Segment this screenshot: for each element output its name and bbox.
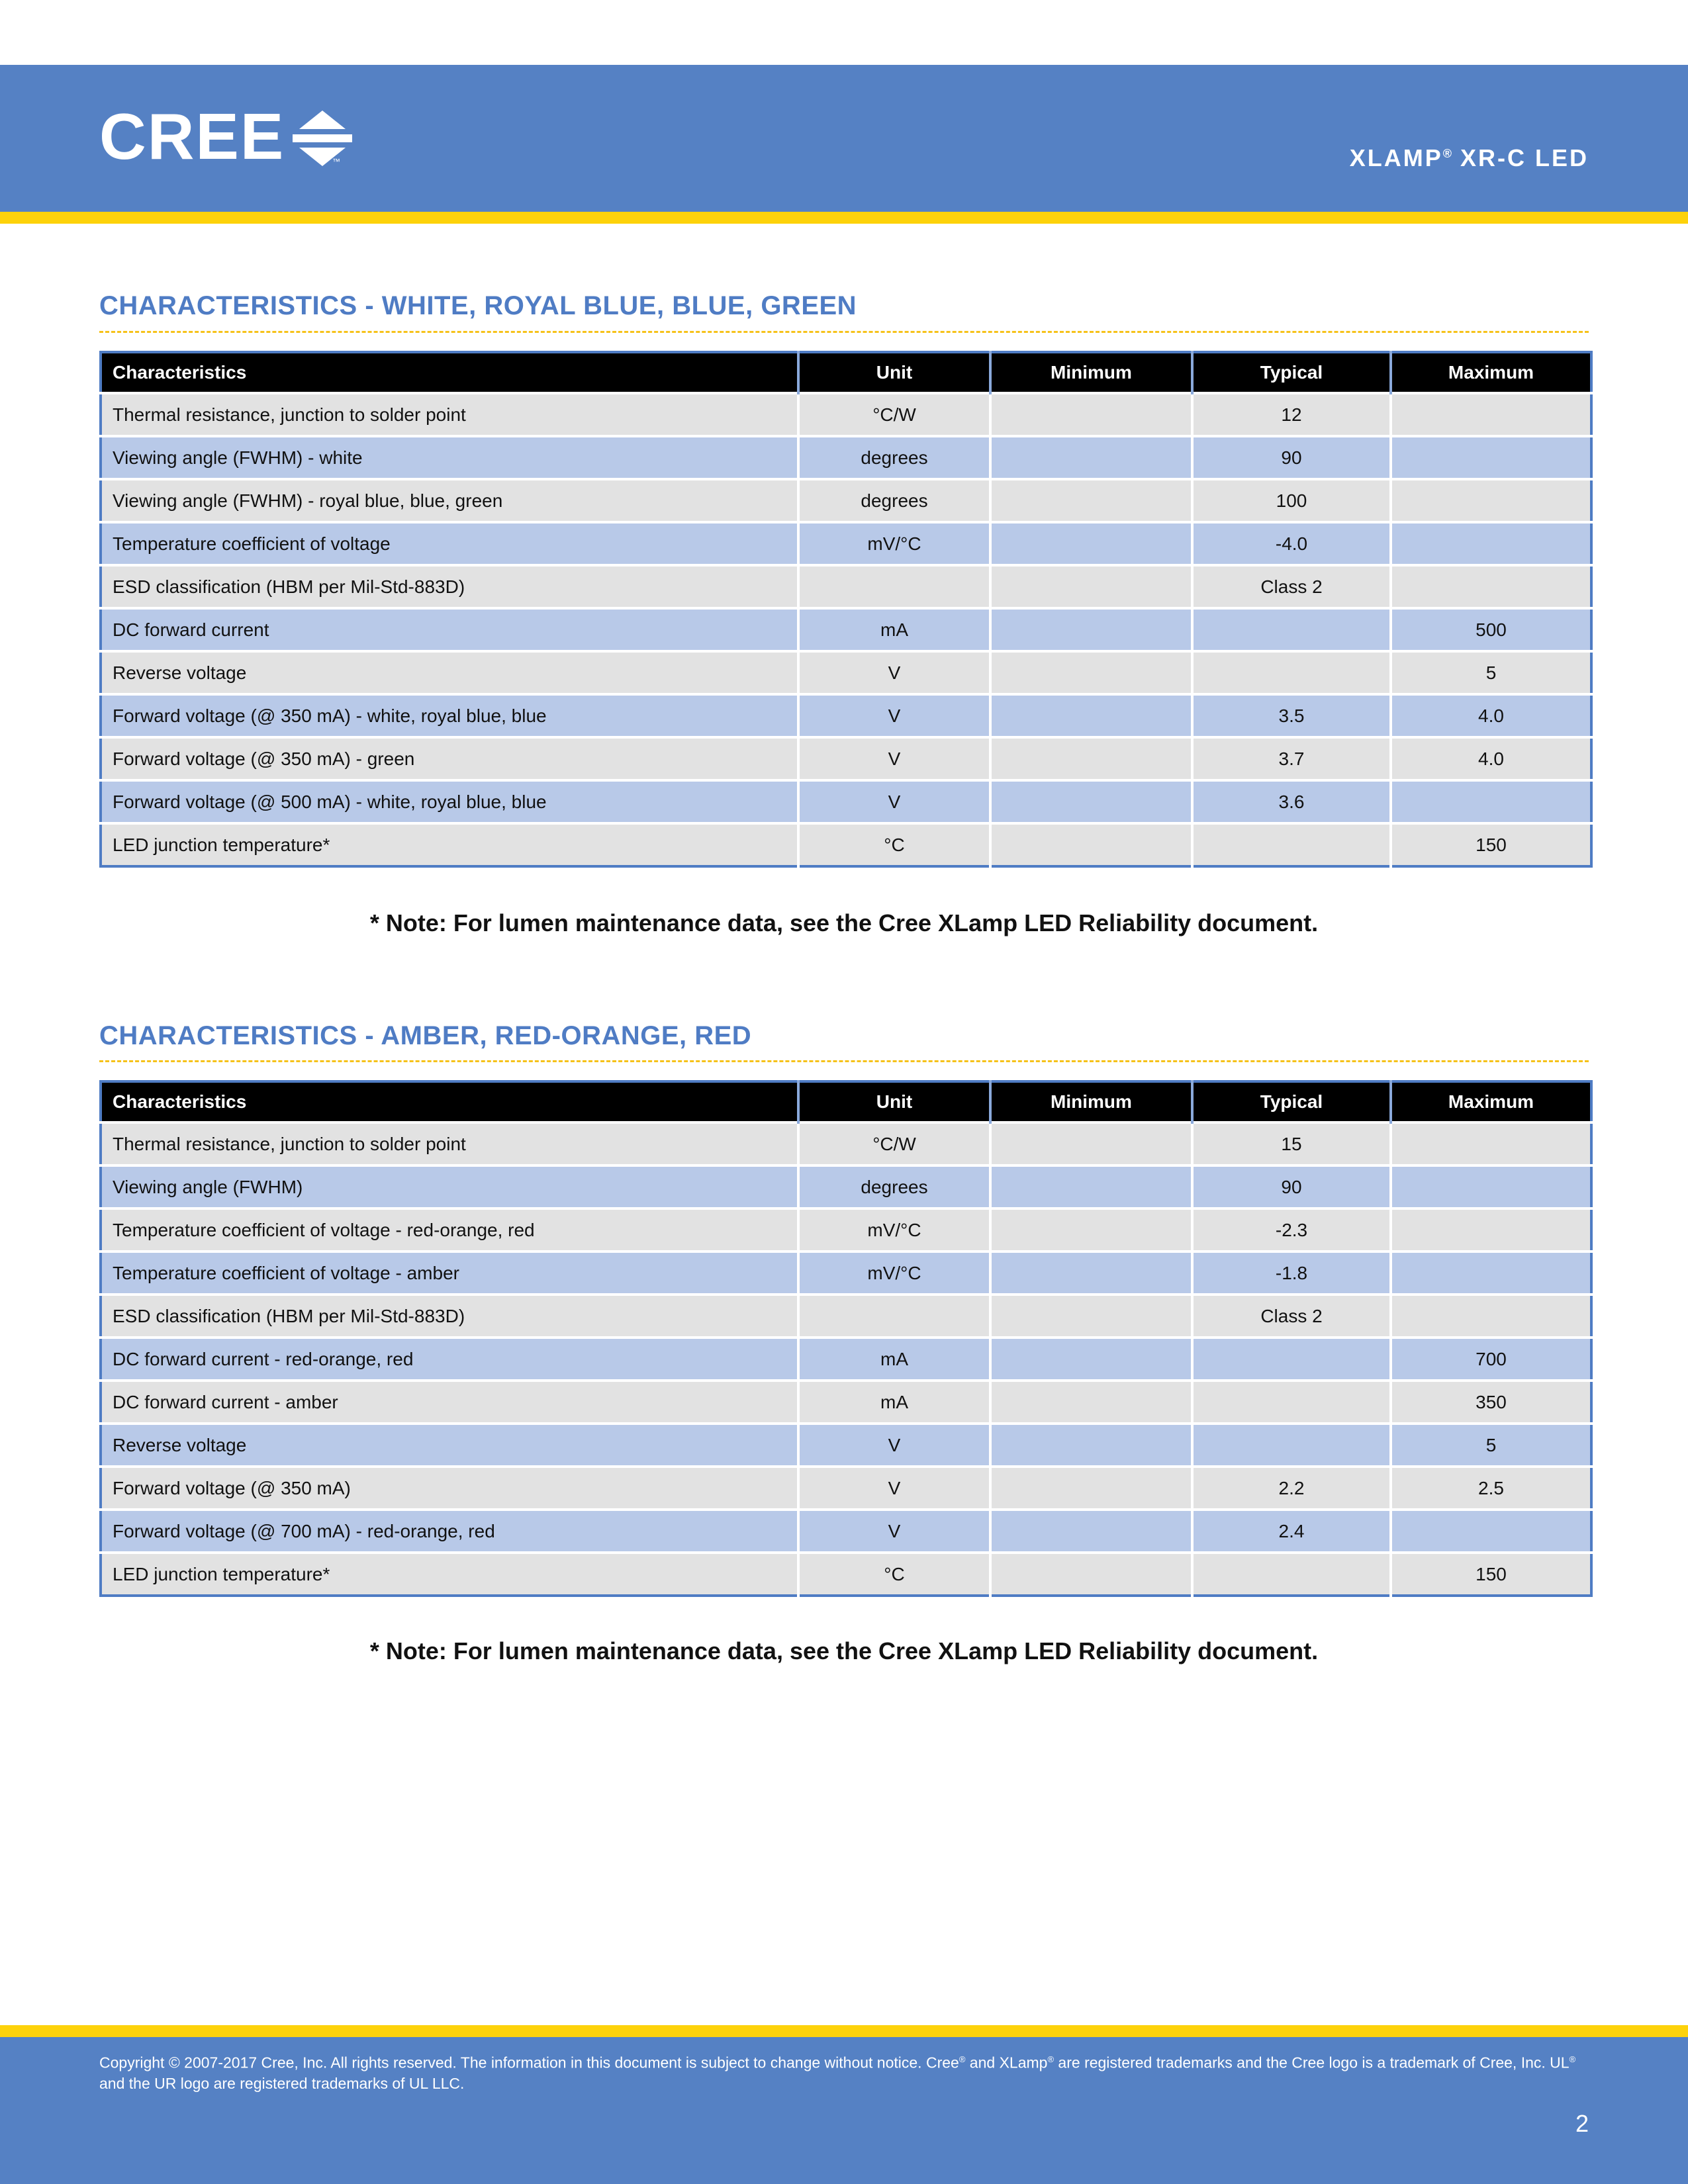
table-cell [990, 1381, 1192, 1424]
table-cell: Thermal resistance, junction to solder point [101, 393, 798, 436]
table-cell [990, 823, 1192, 866]
table-cell: 5 [1391, 1424, 1591, 1467]
table-cell [990, 1510, 1192, 1553]
table-row [101, 393, 1591, 436]
table-row [101, 565, 1591, 608]
table-cell: 12 [1192, 393, 1391, 436]
table-cell [990, 436, 1192, 479]
table-cell: mV/°C [798, 522, 990, 565]
table-cell: mA [798, 1381, 990, 1424]
table-cell: mV/°C [798, 1251, 990, 1295]
table-cell: 3.7 [1192, 737, 1391, 780]
table-cell [1391, 479, 1591, 522]
table-cell: 500 [1391, 608, 1591, 651]
column-header: Typical [1192, 352, 1391, 393]
lumen-maintenance-note: * Note: For lumen maintenance data, see the Cree XLamp LED Reliability document. [369, 909, 1319, 936]
product-title: XLAMP® XR-C LED [1349, 144, 1589, 171]
table-cell: LED junction temperature* [101, 1553, 798, 1596]
table-row [101, 651, 1591, 694]
column-header: Maximum [1391, 1081, 1591, 1122]
table-cell [990, 1208, 1192, 1251]
footer-stripe [0, 2025, 1688, 2037]
table-cell: Viewing angle (FWHM) - white [101, 436, 798, 479]
table-cell: Forward voltage (@ 350 mA) - green [101, 737, 798, 780]
table-cell: 90 [1192, 436, 1391, 479]
column-header: Minimum [990, 352, 1192, 393]
table-cell [1391, 780, 1591, 823]
table-row [101, 608, 1591, 651]
table-cell [990, 1338, 1192, 1381]
table-cell: mA [798, 1338, 990, 1381]
column-header: Characteristics [101, 352, 798, 393]
table-cell: 4.0 [1391, 694, 1591, 737]
table-cell: V [798, 737, 990, 780]
table-cell: Temperature coefficient of voltage - red-orange, red [101, 1208, 798, 1251]
page-number: 2 [1575, 2110, 1589, 2137]
table-cell: °C [798, 823, 990, 866]
table-row [101, 479, 1591, 522]
table-cell: V [798, 1467, 990, 1510]
table-cell: V [798, 694, 990, 737]
table-cell: V [798, 1424, 990, 1467]
table-row [101, 823, 1591, 866]
section-divider [99, 1060, 1589, 1062]
table-cell [990, 1295, 1192, 1338]
table-cell: Class 2 [1192, 1295, 1391, 1338]
table-row [101, 436, 1591, 479]
table-cell: -4.0 [1192, 522, 1391, 565]
table-cell [990, 393, 1192, 436]
table-cell [990, 1553, 1192, 1596]
table-row [101, 1381, 1591, 1424]
table-cell: °C/W [798, 1122, 990, 1165]
table-cell: -1.8 [1192, 1251, 1391, 1295]
table-cell [1192, 1424, 1391, 1467]
table-cell [1192, 608, 1391, 651]
table-row [101, 1338, 1591, 1381]
table-cell [1192, 1338, 1391, 1381]
table-cell: V [798, 1510, 990, 1553]
table-row [101, 1467, 1591, 1510]
table-cell: V [798, 780, 990, 823]
header-stripe [0, 212, 1688, 224]
column-header: Characteristics [101, 1081, 798, 1122]
table-cell: 2.4 [1192, 1510, 1391, 1553]
table-cell [990, 522, 1192, 565]
table-cell [990, 1467, 1192, 1510]
characteristics-table-amber-red [99, 1080, 1593, 1597]
table-cell [798, 565, 990, 608]
table-cell: 5 [1391, 651, 1591, 694]
table-cell [1192, 1553, 1391, 1596]
table-row [101, 1424, 1591, 1467]
table-cell [990, 1122, 1192, 1165]
column-header: Unit [798, 352, 990, 393]
table-cell: 90 [1192, 1165, 1391, 1208]
table-cell: 150 [1391, 823, 1591, 866]
table-cell: ESD classification (HBM per Mil-Std-883D) [101, 1295, 798, 1338]
table-row [101, 1510, 1591, 1553]
table-cell: Forward voltage (@ 700 mA) - red-orange, red [101, 1510, 798, 1553]
table-cell [1192, 651, 1391, 694]
section-divider [99, 331, 1589, 333]
column-header: Maximum [1391, 352, 1591, 393]
table-cell [990, 479, 1192, 522]
table-cell: Temperature coefficient of voltage [101, 522, 798, 565]
section-title-amber-red: CHARACTERISTICS - AMBER, RED-ORANGE, RED [99, 1021, 752, 1050]
table-cell: degrees [798, 1165, 990, 1208]
table-row [101, 1165, 1591, 1208]
table-row [101, 522, 1591, 565]
table-cell [990, 565, 1192, 608]
table-cell: 3.6 [1192, 780, 1391, 823]
table-cell: V [798, 651, 990, 694]
table-cell: 100 [1192, 479, 1391, 522]
table-cell [1192, 1381, 1391, 1424]
table-cell [1391, 1295, 1591, 1338]
table-cell: DC forward current - red-orange, red [101, 1338, 798, 1381]
table-cell: mA [798, 608, 990, 651]
lumen-maintenance-note: * Note: For lumen maintenance data, see the Cree XLamp LED Reliability document. [369, 1637, 1319, 1664]
table-cell: -2.3 [1192, 1208, 1391, 1251]
table-cell [1391, 393, 1591, 436]
table-cell [798, 1295, 990, 1338]
table-cell [990, 1424, 1192, 1467]
table-cell [990, 608, 1192, 651]
column-header: Unit [798, 1081, 990, 1122]
table-cell: Temperature coefficient of voltage - amber [101, 1251, 798, 1295]
characteristics-table-white-blue-green [99, 351, 1593, 868]
table-cell [1391, 1165, 1591, 1208]
table-cell: degrees [798, 436, 990, 479]
table-row [101, 737, 1591, 780]
table-cell: Viewing angle (FWHM) - royal blue, blue, green [101, 479, 798, 522]
table-cell: Forward voltage (@ 500 mA) - white, royal blue, blue [101, 780, 798, 823]
logo-text: CREE [99, 100, 285, 173]
table-cell: °C [798, 1553, 990, 1596]
table-cell: Thermal resistance, junction to solder point [101, 1122, 798, 1165]
table-cell [990, 737, 1192, 780]
table-cell: Reverse voltage [101, 651, 798, 694]
table-row [101, 694, 1591, 737]
table-cell [990, 651, 1192, 694]
table-cell [1391, 522, 1591, 565]
table-row [101, 1295, 1591, 1338]
table-cell: 2.2 [1192, 1467, 1391, 1510]
table-cell [990, 780, 1192, 823]
copyright-notice: Copyright © 2007-2017 Cree, Inc. All rights reserved. The information in this document is subject to change without notice. Cree® and XLamp® are registered trademarks and the Cree logo is a trademark of Cree, Inc. UL® and the UR logo are registered trademarks of UL LLC. [99, 2054, 1576, 2092]
column-header: Typical [1192, 1081, 1391, 1122]
table-cell [1391, 1122, 1591, 1165]
table-cell [990, 1251, 1192, 1295]
table-row [101, 780, 1591, 823]
logo-trademark: ™ [332, 157, 340, 166]
table-cell: Class 2 [1192, 565, 1391, 608]
table-cell: 15 [1192, 1122, 1391, 1165]
table-cell [1391, 436, 1591, 479]
table-cell: 350 [1391, 1381, 1591, 1424]
table-cell [1391, 1251, 1591, 1295]
table-cell: 2.5 [1391, 1467, 1591, 1510]
cree-chevron-icon [293, 111, 352, 167]
table-cell: °C/W [798, 393, 990, 436]
table-cell: Forward voltage (@ 350 mA) - white, royal blue, blue [101, 694, 798, 737]
table-cell: Forward voltage (@ 350 mA) [101, 1467, 798, 1510]
table-cell [1391, 1208, 1591, 1251]
table-cell [990, 1165, 1192, 1208]
table-cell: DC forward current - amber [101, 1381, 798, 1424]
table-cell [1391, 565, 1591, 608]
table-cell: 3.5 [1192, 694, 1391, 737]
table-row [101, 1251, 1591, 1295]
table-cell: LED junction temperature* [101, 823, 798, 866]
table-row [101, 1122, 1591, 1165]
table-header-row [101, 1081, 1591, 1122]
table-header-row [101, 352, 1591, 393]
table-cell: ESD classification (HBM per Mil-Std-883D) [101, 565, 798, 608]
table-cell: DC forward current [101, 608, 798, 651]
table-cell [990, 694, 1192, 737]
column-header: Minimum [990, 1081, 1192, 1122]
table-cell: Reverse voltage [101, 1424, 798, 1467]
table-cell: mV/°C [798, 1208, 990, 1251]
table-cell: 700 [1391, 1338, 1591, 1381]
table-row [101, 1553, 1591, 1596]
table-cell: Viewing angle (FWHM) [101, 1165, 798, 1208]
cree-logo [99, 100, 351, 173]
table-cell [1192, 823, 1391, 866]
table-cell: 4.0 [1391, 737, 1591, 780]
section-title-white-blue-green: CHARACTERISTICS - WHITE, ROYAL BLUE, BLUE, GREEN [99, 291, 857, 320]
table-row [101, 1208, 1591, 1251]
table-cell: 150 [1391, 1553, 1591, 1596]
table-cell: degrees [798, 479, 990, 522]
table-cell [1391, 1510, 1591, 1553]
